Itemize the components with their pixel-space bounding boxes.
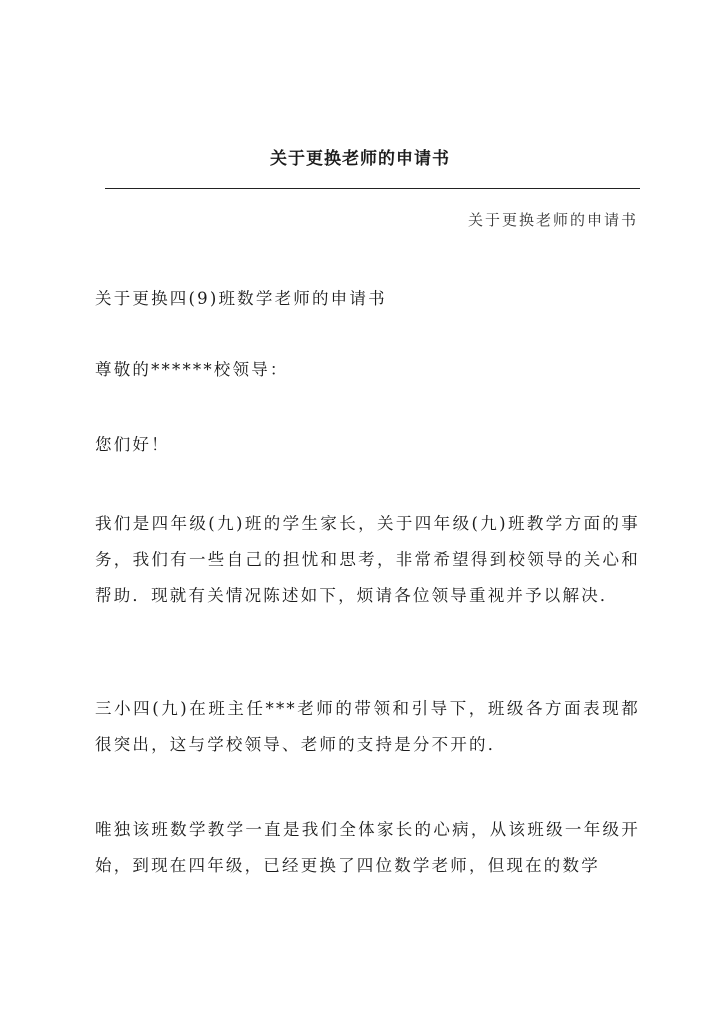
paragraph-subject: 关于更换四(9)班数学老师的申请书 bbox=[95, 289, 387, 308]
document-title: 关于更换老师的申请书 bbox=[270, 149, 450, 169]
paragraph-salutation: 尊敬的******校领导： bbox=[95, 360, 289, 379]
running-header: 关于更换老师的申请书 bbox=[467, 211, 638, 229]
paragraph-greeting: 您们好！ bbox=[95, 435, 170, 454]
paragraph-math-concern: 唯独该班数学教学一直是我们全体家长的心病，从该班级一年级开始，到现在四年级，已经更换了四位数学老师，但现在的数学 bbox=[95, 820, 640, 875]
paragraph-class-status: 三小四(九)在班主任***老师的带领和引导下，班级各方面表现都很突出，这与学校领导、老师的支持是分不开的． bbox=[95, 699, 640, 754]
title-divider bbox=[105, 188, 640, 189]
paragraph-intro: 我们是四年级(九)班的学生家长，关于四年级(九)班教学方面的事务，我们有一些自己的担忧和思考，非常希望得到校领导的关心和帮助．现就有关情况陈述如下，烦请各位领导重视并予以解决． bbox=[95, 514, 640, 605]
